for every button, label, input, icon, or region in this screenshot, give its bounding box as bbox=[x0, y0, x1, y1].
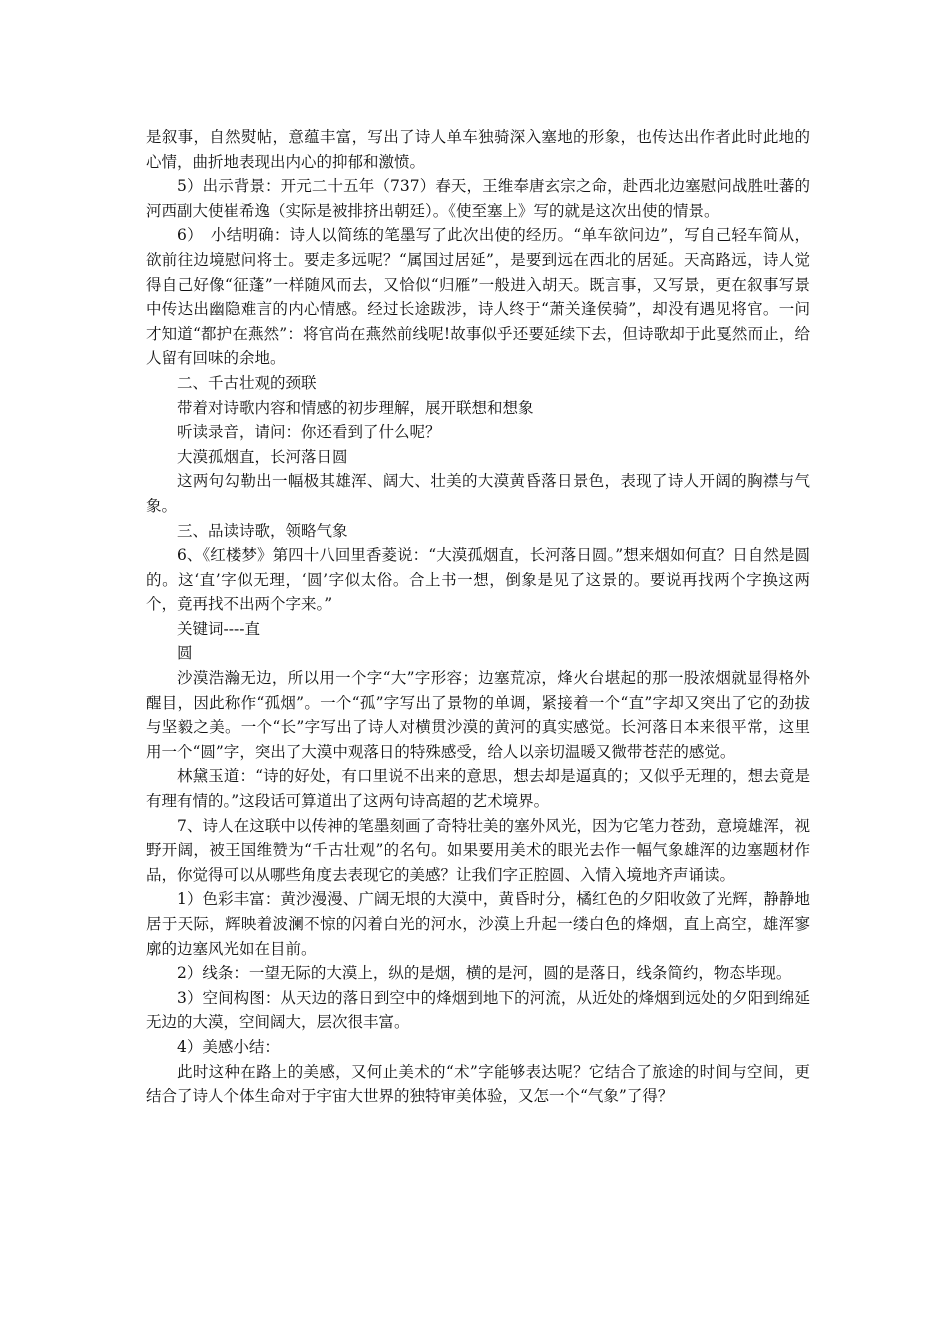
paragraph-hongloumeng: 6、《红楼梦》第四十八回里香菱说：“大漠孤烟直，长河落日圆。”想来烟如何直？日自然是圆的。这‘直’字似无理，‘圆’字似太俗。合上书一想，倒象是见了这景的。要说再找两个字换这两个，竟再找不出两个字来。” bbox=[146, 546, 810, 614]
paragraph-scene: 这两句勾勒出一幅极其雄浑、阔大、壮美的大漠黄昏落日景色，表现了诗人开阔的胸襟与气象。 bbox=[146, 472, 810, 515]
paragraph-question-7: 7、诗人在这联中以传神的笔墨刻画了奇特壮美的塞外风光，因为它笔力苍劲，意境雄浑，视野开阔，被王国维赞为“千古壮观”的名句。如果要用美术的眼光去作一幅气象雄浑的边塞题材作品，你觉得可以从哪些角度去表现它的美感？让我们字正腔圆、入情入境地齐声诵读。 bbox=[146, 816, 810, 884]
keyword-line-2: 圆 bbox=[177, 644, 193, 663]
paragraph-color: 1）色彩丰富：黄沙漫漫、广阔无垠的大漠中，黄昏时分，橘红色的夕阳收敛了光辉，静静地居于天际，辉映着波澜不惊的闪着白光的河水，沙漠上升起一缕白色的烽烟，直上高空，雄浑寥廓的边塞风光如在目前。 bbox=[146, 890, 810, 958]
paragraph-1: 是叙事，自然熨帖，意蕴丰富，写出了诗人单车独骑深入塞地的形象，也传达出作者此时此地的心情，曲折地表现出内心的抑郁和激愤。 bbox=[146, 128, 810, 171]
keyword-line: 关键词----直 bbox=[177, 619, 260, 638]
paragraph-desert: 沙漠浩瀚无边，所以用一个字“大”字形容；边塞荒凉，烽火台堪起的那一股浓烟就显得格外醒目，因此称作“孤烟”。一个“孤”字写出了景物的单调，紧接着一个“直”字却又突出了它的劲拔与坚毅之美。一个“长”字写出了诗人对横贯沙漠的黄河的真实感觉。长河落日本来很平常，这里用一个“圆”字，突出了大漠中观落日的特殊感受，给人以亲切温暖又微带苍茫的感觉。 bbox=[146, 669, 810, 761]
paragraph-background: 5）出示背景：开元二十五年（737）春天，王维奉唐玄宗之命，赴西北边塞慰问战胜吐蕃的河西副大使崔希逸（实际是被排挤出朝廷）。《使至塞上》写的就是这次出使的情景。 bbox=[146, 177, 810, 220]
paragraph-conclusion: 此时这种在路上的美感，又何止美术的“术”字能够表达呢？它结合了旅途的时间与空间，更结合了诗人个体生命对于宇宙大世界的独特审美体验，又怎一个“气象”了得？ bbox=[146, 1062, 810, 1106]
paragraph-lines: 2）线条：一望无际的大漠上，纵的是烟，横的是河，圆的是落日，线条简约，物态毕现。 bbox=[177, 964, 792, 983]
document-page bbox=[146, 125, 810, 1109]
section-heading-3: 三、品读诗歌，领略气象 bbox=[177, 521, 348, 540]
paragraph-summary: 6） 小结明确：诗人以简练的笔墨写了此次出使的经历。“单车欲问边”，写自己轻车简从，欲前往边境慰问将士。要走多远呢？“属国过居延”，是要到远在西北的居延。天高路远，诗人觉得自己好像“征蓬”一样随风而去，又恰似“归雁”一般进入胡天。既言事，又写景，更在叙事写景中传达出幽隐难言的内心情感。经过长途跋涉，诗人终于“萧关逢侯骑”，却没有遇见将官。一问才知道“都护在燕然”：将官尚在燕然前线呢!故事似乎还要延续下去，但诗歌却于此戛然而止，给人留有回味的余地。 bbox=[146, 226, 810, 368]
paragraph-imagine: 带着对诗歌内容和情感的初步理解，展开联想和想象 bbox=[177, 398, 534, 417]
paragraph-daiyu: 林黛玉道：“诗的好处，有口里说不出来的意思，想去却是逼真的；又似乎无理的，想去竟是有理有情的。”这段话可算道出了这两句诗高超的艺术境界。 bbox=[146, 767, 810, 811]
section-heading-2: 二、千古壮观的颈联 bbox=[177, 373, 317, 392]
paragraph-space: 3）空间构图：从天边的落日到空中的烽烟到地下的河流，从近处的烽烟到远处的夕阳到绵延无边的大漠，空间阔大，层次很丰富。 bbox=[146, 988, 810, 1032]
paragraph-aesthetic-heading: 4）美感小结： bbox=[177, 1037, 280, 1056]
paragraph-listen: 听读录音，请问：你还看到了什么呢？ bbox=[177, 423, 441, 442]
poem-line: 大漠孤烟直，长河落日圆 bbox=[177, 447, 348, 466]
